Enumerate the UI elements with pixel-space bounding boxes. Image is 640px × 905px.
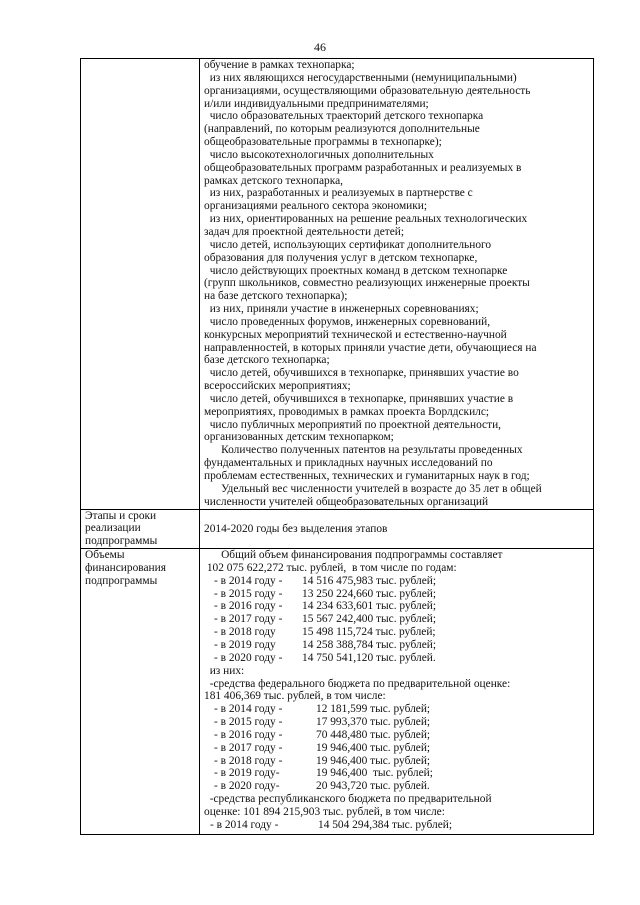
year-amount-line bbox=[204, 613, 589, 626]
financing-label-line: финансирования bbox=[85, 561, 166, 574]
year-label: - в 2017 году - bbox=[214, 741, 283, 754]
year-amount: 19 946,400 тыс. рублей; bbox=[316, 767, 433, 780]
indicator-line: число публичных мероприятий по проектной деятельности, bbox=[204, 418, 502, 431]
year-label: - в 2018 году - bbox=[214, 754, 283, 767]
financing-label-cell bbox=[81, 549, 200, 835]
financing-intro-line: 102 075 622,272 тыс. рублей, в том числе по годам: bbox=[204, 561, 457, 574]
year-amount-line bbox=[204, 742, 589, 755]
indicator-line: на базе детского технопарка); bbox=[204, 290, 348, 303]
year-amount-line bbox=[204, 716, 589, 729]
indicator-line: (групп школьников, совместно реализующих инженерные проекты bbox=[204, 277, 530, 290]
indicator-line: проблемам естественных, технических и гуманитарных наук в год; bbox=[204, 470, 530, 482]
stages-label-line: реализации bbox=[85, 522, 141, 535]
year-label: - в 2015 году - bbox=[214, 587, 283, 600]
year-label: - в 2016 году - bbox=[214, 728, 283, 741]
subprogram-passport-table bbox=[80, 58, 594, 835]
year-amount: 14 504 294,384 тыс. рублей; bbox=[318, 818, 453, 831]
indicator-line: из них, разработанных и реализуемых в партнерстве с bbox=[204, 187, 473, 200]
year-amount: 17 993,370 тыс. рублей; bbox=[316, 716, 431, 729]
republic-intro-line: оценке: 101 894 215,903 тыс. рублей, в том числе: bbox=[204, 805, 445, 818]
year-amount-line bbox=[204, 652, 589, 665]
financing-intro-line: Общий объем финансирования подпрограммы составляет bbox=[204, 549, 503, 562]
year-amount: 14 258 388,784 тыс. рублей; bbox=[302, 638, 437, 651]
indicator-line: общеобразовательные программы в технопарке); bbox=[204, 136, 442, 149]
stages-label-line: Этапы и сроки bbox=[85, 509, 157, 522]
indicator-line: конкурсных мероприятий технической и естественно-научной bbox=[204, 328, 507, 341]
indicator-line: общеобразовательных программ разработанных и реализуемых в bbox=[204, 161, 522, 174]
indicator-line: число детей, обучившихся в технопарке, принявших участие в bbox=[204, 392, 514, 405]
year-label: - в 2020 году - bbox=[214, 651, 283, 664]
indicator-line: рамках детского технопарка, bbox=[204, 174, 344, 187]
year-amount: 14 750 541,120 тыс. рублей. bbox=[302, 651, 436, 664]
indicator-line: число детей, обучившихся в технопарке, принявших участие во bbox=[204, 367, 519, 380]
indicator-line: организациями, осуществляющими образовательную деятельность bbox=[204, 84, 531, 97]
federal-intro-line: 181 406,369 тыс. рублей, в том числе: bbox=[204, 690, 386, 703]
indicator-line: численности учителей общеобразовательных организаций bbox=[204, 495, 489, 508]
year-amount-line bbox=[204, 819, 589, 832]
indicator-line: Удельный вес численности учителей в возрасте до 35 лет в общей bbox=[204, 482, 542, 495]
year-label: - в 2014 году - bbox=[214, 574, 283, 587]
year-amount-line bbox=[204, 755, 589, 768]
year-amount: 12 181,599 тыс. рублей; bbox=[316, 703, 431, 716]
stages-row bbox=[81, 509, 594, 549]
indicator-line: (направлений, по которым реализуются дополнительные bbox=[204, 123, 480, 136]
year-label: - в 2016 году - bbox=[214, 600, 283, 613]
year-amount-line bbox=[204, 780, 589, 793]
year-amount: 19 946,400 тыс. рублей; bbox=[316, 754, 431, 767]
year-amount: 13 250 224,660 тыс. рублей; bbox=[302, 587, 437, 600]
year-amount-line bbox=[204, 588, 589, 601]
indicator-line: направленностей, в которых приняли участие дети, обучающиеся на bbox=[204, 341, 537, 354]
indicators-text-cell bbox=[200, 59, 594, 510]
year-amount: 15 567 242,400 тыс. рублей; bbox=[302, 613, 437, 626]
year-amount-line bbox=[204, 575, 589, 588]
indicator-line: из них, ориентированных на решение реальных технологических bbox=[204, 213, 528, 226]
financing-label-line: подпрограммы bbox=[85, 574, 158, 587]
year-label: - в 2018 году bbox=[214, 626, 276, 639]
indicator-line: число детей, использующих сертификат дополнительного bbox=[204, 238, 492, 251]
stages-label-line: подпрограммы bbox=[85, 535, 158, 548]
indicator-line: организованных детским технопарком; bbox=[204, 431, 394, 444]
year-amount-line bbox=[204, 767, 589, 780]
stages-value: 2014-2020 годы без выделения этапов bbox=[204, 522, 388, 535]
of-them-line: из них: bbox=[204, 664, 245, 677]
year-amount: 19 946,400 тыс. рублей; bbox=[316, 741, 431, 754]
indicator-line: из них являющихся негосударственными (немуниципальными) bbox=[204, 71, 517, 84]
total-by-year-list bbox=[204, 575, 589, 665]
federal-by-year-list bbox=[204, 703, 589, 793]
year-label: - в 2014 году - bbox=[214, 703, 283, 716]
indicators-row bbox=[81, 59, 594, 510]
year-label: - в 2015 году - bbox=[214, 716, 283, 729]
year-amount-line bbox=[204, 703, 589, 716]
year-amount-line bbox=[204, 600, 589, 613]
year-label: - в 2014 году - bbox=[210, 818, 279, 831]
indicator-line: мероприятиях, проводимых в рамках проекта Ворлдскилс; bbox=[204, 405, 490, 418]
indicator-line: задач для проектной деятельности детей; bbox=[204, 225, 405, 238]
year-amount-line bbox=[204, 729, 589, 742]
indicators-label-cell bbox=[81, 59, 200, 510]
federal-intro-line: -средства федерального бюджета по предварительной оценке: bbox=[204, 677, 511, 690]
financing-label-line: Объемы bbox=[85, 549, 125, 562]
year-label: - в 2019 году- bbox=[214, 767, 280, 780]
indicator-line: из них, приняли участие в инженерных соревнованиях; bbox=[204, 303, 479, 316]
indicator-line: число высокотехнологичных дополнительных bbox=[204, 148, 434, 161]
year-label: - в 2020 году- bbox=[214, 780, 280, 793]
year-amount-line bbox=[204, 626, 589, 639]
year-amount: 14 234 633,601 тыс. рублей; bbox=[302, 600, 437, 613]
indicator-line: обучение в рамках технопарка; bbox=[204, 59, 355, 71]
year-amount: 15 498 115,724 тыс. рублей; bbox=[302, 626, 436, 639]
indicator-line: число действующих проектных команд в детском технопарке bbox=[204, 264, 508, 277]
indicator-line: образования для получения услуг в детском технопарке, bbox=[204, 251, 478, 264]
year-amount: 20 943,720 тыс. рублей. bbox=[316, 780, 430, 793]
year-label: - в 2019 году bbox=[214, 638, 276, 651]
indicator-line: базе детского технопарка; bbox=[204, 354, 330, 367]
indicator-line: и/или индивидуальными предпринимателями; bbox=[204, 97, 429, 110]
financing-row bbox=[81, 549, 594, 835]
republic-by-year-list bbox=[204, 819, 589, 832]
page-number: 46 bbox=[314, 40, 326, 54]
year-label: - в 2017 году - bbox=[214, 613, 283, 626]
indicator-line: фундаментальных и прикладных научных исследований по bbox=[204, 457, 493, 470]
indicator-line: число образовательных траекторий детского технопарка bbox=[204, 110, 484, 123]
republic-intro-line: -средства республиканского бюджета по предварительной bbox=[204, 793, 492, 806]
indicator-line: организациями реального сектора экономики; bbox=[204, 200, 428, 213]
year-amount-line bbox=[204, 639, 589, 652]
financing-value-cell bbox=[200, 549, 594, 835]
year-amount: 70 448,480 тыс. рублей; bbox=[316, 728, 431, 741]
indicator-line: число проведенных форумов, инженерных соревнований, bbox=[204, 315, 491, 328]
stages-value-cell bbox=[200, 509, 594, 549]
stages-label-cell bbox=[81, 509, 200, 549]
year-amount: 14 516 475,983 тыс. рублей; bbox=[302, 574, 437, 587]
indicator-line: всероссийских мероприятиях; bbox=[204, 380, 351, 393]
indicator-line: Количество полученных патентов на результаты проведенных bbox=[204, 444, 523, 457]
